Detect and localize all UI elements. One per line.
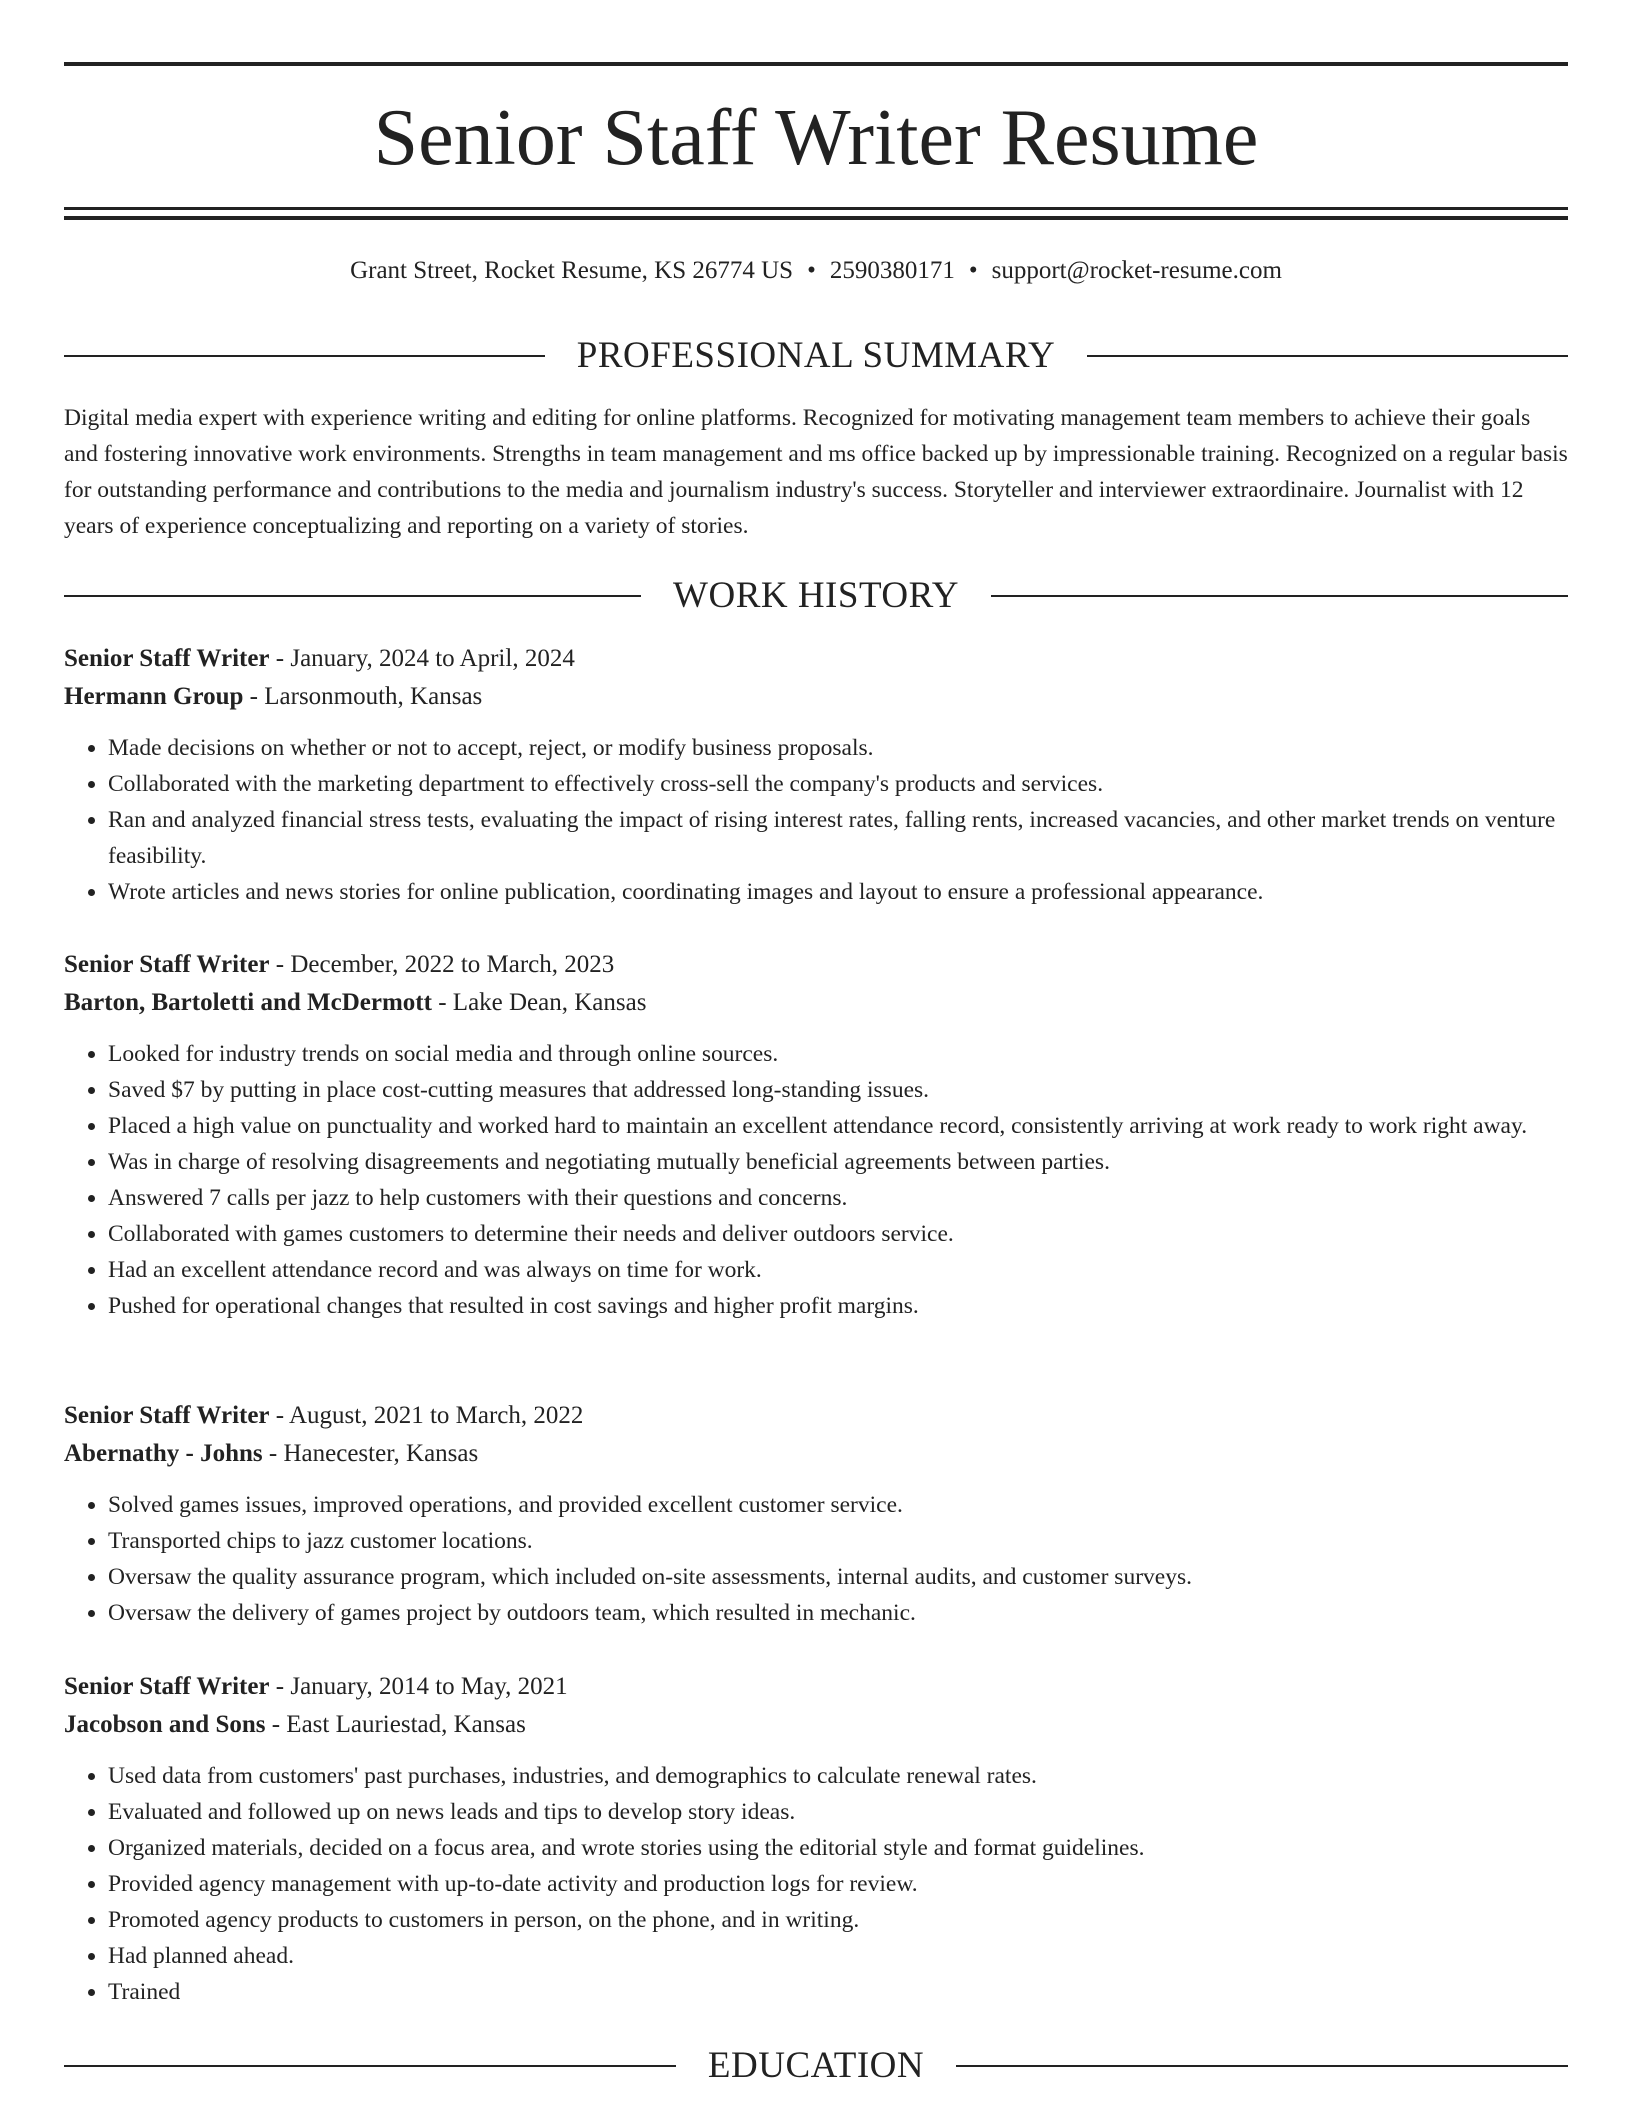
top-rule [64, 62, 1568, 66]
job-bullets [64, 730, 1568, 910]
job-title: Senior Staff Writer [64, 645, 270, 672]
job-bullet: • Promoted agency products to customers in person, on the phone, and in writing. [108, 1902, 1568, 1938]
summary-heading [64, 334, 1568, 378]
job-bullet: • Made decisions on whether or not to accept, reject, or modify business proposals. [108, 730, 1568, 766]
job-dates: - August, 2021 to March, 2022 [269, 1402, 584, 1429]
job-entry [64, 1668, 1568, 2010]
job-bullet: • Answered 7 calls per jazz to help customers with their questions and concerns. [108, 1180, 1568, 1216]
job-bullets [64, 1036, 1568, 1324]
job-bullets [64, 1487, 1568, 1631]
job-title-line [64, 1397, 1568, 1435]
job-bullet: • Organized materials, decided on a focus area, and wrote stories using the editorial style and format guidelines. [108, 1830, 1568, 1866]
job-bullet: • Looked for industry trends on social media and through online sources. [108, 1036, 1568, 1072]
job-company: Abernathy - Johns [64, 1440, 263, 1467]
job-location: - East Lauriestad, Kansas [265, 1711, 526, 1738]
heading-rule-right [956, 2065, 1568, 2067]
heading-rule-left [64, 595, 641, 597]
job-bullet: • Had an excellent attendance record and was always on time for work. [108, 1252, 1568, 1288]
job-bullet: • Transported chips to jazz customer locations. [108, 1523, 1568, 1559]
heading-rule-right [1087, 355, 1568, 357]
job-entry [64, 946, 1568, 1324]
work-history-heading [64, 574, 1568, 618]
job-bullet: • Collaborated with the marketing department to effectively cross-sell the company's products and services. [108, 766, 1568, 802]
job-title: Senior Staff Writer [64, 1402, 270, 1429]
contact-address: Grant Street, Rocket Resume, KS 26774 US [350, 257, 794, 284]
job-entry [64, 1397, 1568, 1631]
job-company: Jacobson and Sons [64, 1711, 266, 1738]
job-bullet: • Collaborated with games customers to determine their needs and deliver outdoors service. [108, 1216, 1568, 1252]
job-dates: - January, 2024 to April, 2024 [269, 645, 575, 672]
summary-text: Digital media expert with experience writing and editing for online platforms. Recognized for motivating management team members to achieve their goals and fostering innovative work environments. Strengths in team management and ms office backed up by impressionable training. Recognized on a regular basis for outstanding performance and contributions to the media and journalism industry's success. Storyteller and interviewer extraordinaire. Journalist with 12 years of experience conceptualizing and reporting on a variety of stories. [64, 405, 1568, 539]
contact-separator: • [968, 257, 978, 284]
job-bullet: • Solved games issues, improved operations, and provided excellent customer service. [108, 1487, 1568, 1523]
resume-title: Senior Staff Writer Resume [373, 94, 1259, 182]
education-heading-label: EDUCATION [707, 2045, 925, 2086]
job-title-line [64, 1668, 1568, 1706]
job-bullet: • Placed a high value on punctuality and worked hard to maintain an excellent attendance record, consistently arriving at work ready to work right away. [108, 1108, 1568, 1144]
job-company: Barton, Bartoletti and McDermott [64, 989, 432, 1016]
job-bullet: • Saved $7 by putting in place cost-cutting measures that addressed long-standing issues. [108, 1072, 1568, 1108]
job-bullet: • Provided agency management with up-to-date activity and production logs for review. [108, 1866, 1568, 1902]
contact-line [64, 254, 1568, 288]
job-bullet: • Used data from customers' past purchases, industries, and demographics to calculate renewal rates. [108, 1758, 1568, 1794]
job-bullet: • Evaluated and followed up on news leads and tips to develop story ideas. [108, 1794, 1568, 1830]
work-history-heading-label: WORK HISTORY [673, 575, 959, 616]
job-title-line [64, 946, 1568, 984]
job-location: - Hanecester, Kansas [262, 1440, 479, 1467]
job-bullet: • Pushed for operational changes that resulted in cost savings and higher profit margins. [108, 1288, 1568, 1324]
job-dates: - December, 2022 to March, 2023 [269, 951, 615, 978]
heading-rule-left [64, 2065, 676, 2067]
heading-rule-right [991, 595, 1568, 597]
job-bullet: • Oversaw the quality assurance program, which included on-site assessments, internal audits, and customer surveys. [108, 1559, 1568, 1595]
job-company-line [64, 1706, 1568, 1744]
job-title: Senior Staff Writer [64, 1673, 270, 1700]
job-location: - Larsonmouth, Kansas [243, 683, 483, 710]
job-bullet: • Was in charge of resolving disagreements and negotiating mutually beneficial agreements between parties. [108, 1144, 1568, 1180]
title-rule-lower [64, 216, 1568, 220]
education-heading [64, 2044, 1568, 2088]
job-company-line [64, 678, 1568, 716]
heading-rule-left [64, 355, 545, 357]
job-bullet: • Had planned ahead. [108, 1938, 1568, 1974]
job-entry [64, 640, 1568, 910]
job-location: - Lake Dean, Kansas [431, 989, 647, 1016]
contact-separator: • [807, 257, 816, 284]
summary-heading-label: PROFESSIONAL SUMMARY [576, 335, 1056, 376]
job-title-line [64, 640, 1568, 678]
job-company-line [64, 1435, 1568, 1473]
job-company-line [64, 984, 1568, 1022]
job-bullet: • Oversaw the delivery of games project by outdoors team, which resulted in mechanic. [108, 1595, 1568, 1631]
contact-email: support@rocket-resume.com [991, 257, 1282, 284]
job-bullets [64, 1758, 1568, 2010]
title-rule-upper [64, 207, 1568, 210]
job-title: Senior Staff Writer [64, 951, 270, 978]
job-bullet: • Wrote articles and news stories for online publication, coordinating images and layout to ensure a professional appearance. [108, 874, 1568, 910]
contact-phone: 2590380171 [829, 257, 955, 284]
job-dates: - January, 2014 to May, 2021 [269, 1673, 568, 1700]
job-bullet: • Ran and analyzed financial stress tests, evaluating the impact of rising interest rates, falling rents, increased vacancies, and other market trends on venture feasibility. [108, 802, 1568, 874]
job-bullet: • Trained [108, 1974, 1568, 2010]
job-company: Hermann Group [64, 683, 244, 710]
